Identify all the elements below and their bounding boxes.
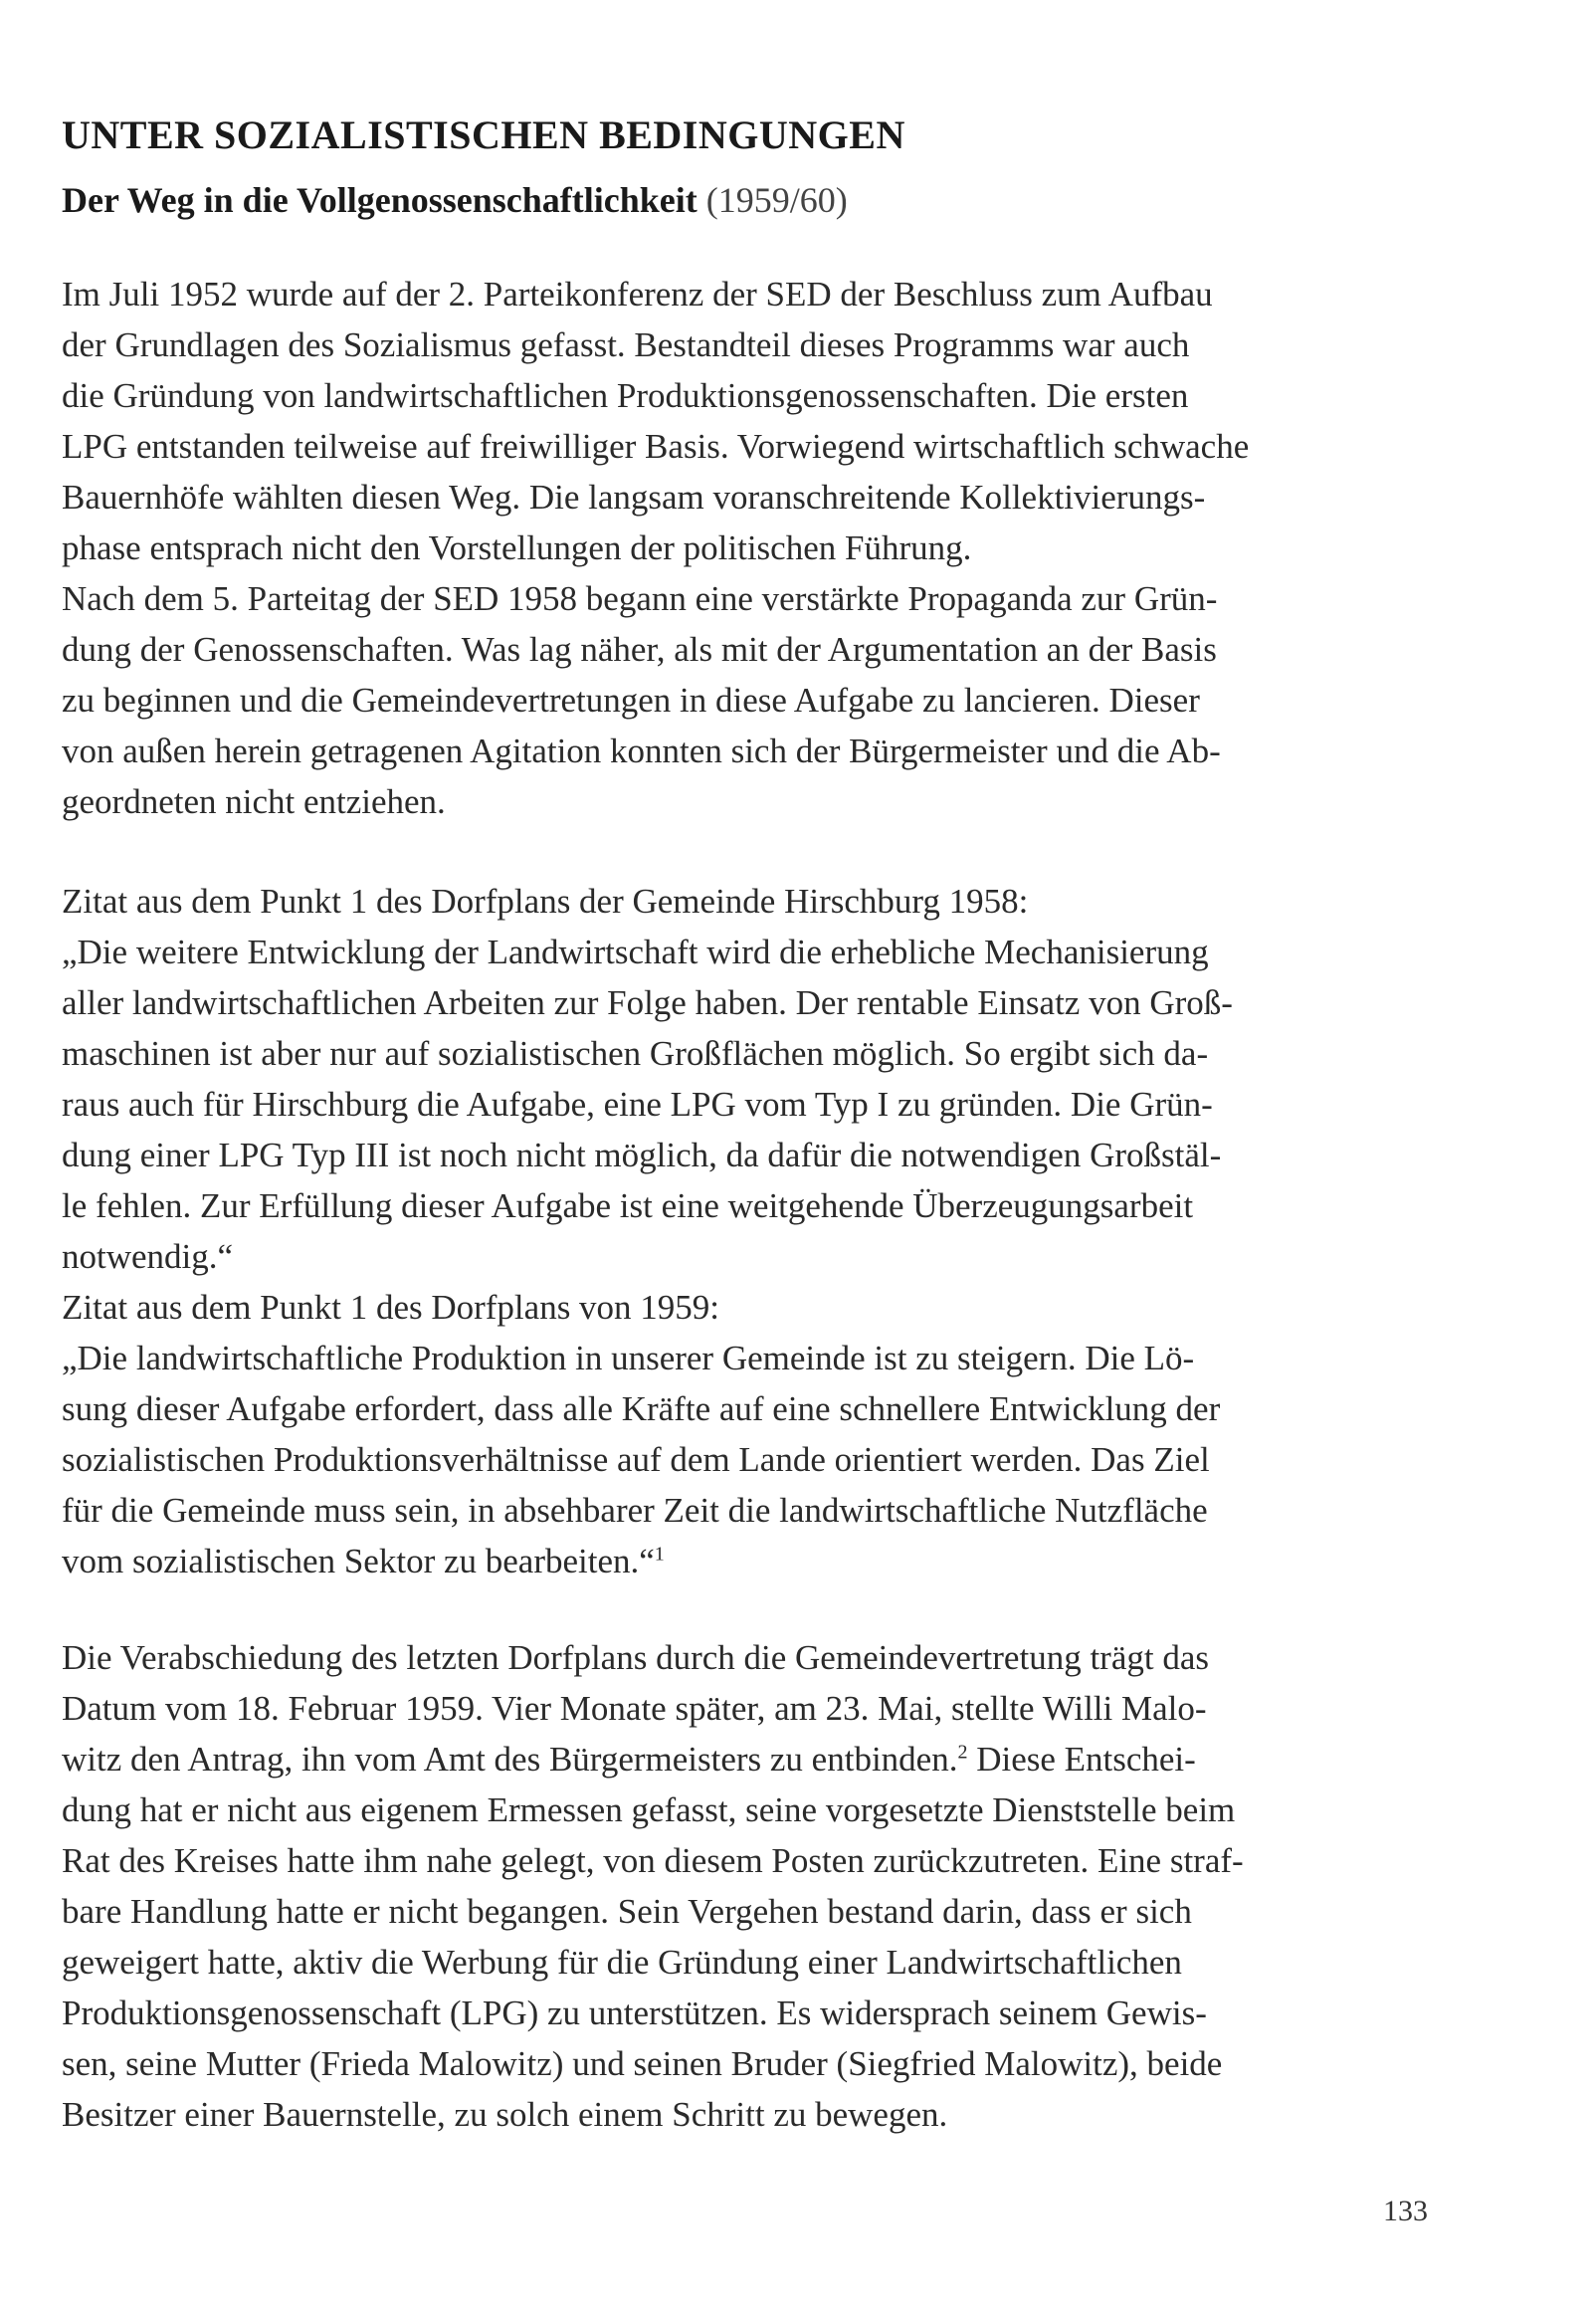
text-line: phase entsprach nicht den Vorstellungen der politischen Führung. (62, 528, 972, 567)
chapter-title: UNTER SOZIALISTISCHEN BEDINGUNGEN (62, 112, 905, 157)
text-line: Datum vom 18. Februar 1959. Vier Monate später, am 23. Mai, stellte Willi Malo- (62, 1689, 1207, 1728)
text-line: „Die landwirtschaftliche Produktion in unserer Gemeinde ist zu steigern. Die Lö- (62, 1339, 1195, 1377)
text-line: geweigert hatte, aktiv die Werbung für die Gründung einer Landwirtschaftlichen (62, 1943, 1182, 1982)
text-line: von außen herein getragenen Agitation konnten sich der Bürgermeister und die Ab- (62, 732, 1221, 770)
text-line: Nach dem 5. Parteitag der SED 1958 begann eine verstärkte Propaganda zur Grün- (62, 579, 1218, 618)
text-line-content: witz den Antrag, ihn vom Amt des Bürgermeisters zu entbinden. (62, 1740, 958, 1779)
text-line: Rat des Kreises hatte ihm nahe gelegt, von diesem Posten zurückzutreten. Eine straf- (62, 1841, 1244, 1880)
text-line: geordneten nicht entziehen. (62, 782, 446, 821)
footnote-marker-2: 2 (957, 1741, 968, 1764)
paragraph-1 (62, 269, 1405, 827)
text-line: Zitat aus dem Punkt 1 des Dorfplans der Gemeinde Hirschburg 1958: (62, 882, 1029, 921)
text-line: maschinen ist aber nur auf sozialistischen Großflächen möglich. So ergibt sich da- (62, 1034, 1209, 1073)
text-line: sozialistischen Produktionsverhältnisse auf dem Lande orientiert werden. Das Ziel (62, 1440, 1210, 1479)
text-line: Zitat aus dem Punkt 1 des Dorfplans von 1959: (62, 1288, 720, 1327)
text-line: le fehlen. Zur Erfüllung dieser Aufgabe ist eine weitgehende Überzeugungsarbeit (62, 1186, 1194, 1225)
text-line: aller landwirtschaftlichen Arbeiten zur Folge haben. Der rentable Einsatz von Groß- (62, 983, 1233, 1022)
footnote-marker-1: 1 (654, 1543, 665, 1566)
subtitle-years: (1959/60) (705, 180, 848, 220)
text-line (62, 1536, 1405, 1586)
paragraph-2-quotes (62, 876, 1405, 1586)
text-line: raus auch für Hirschburg die Aufgabe, eine LPG vom Typ I zu gründen. Die Grün- (62, 1085, 1213, 1124)
text-line: für die Gemeinde muss sein, in absehbarer Zeit die landwirtschaftliche Nutzfläche (62, 1491, 1208, 1530)
text-line: notwendig.“ (62, 1237, 234, 1276)
subtitle-main: Der Weg in die Vollgenossenschaftlichkeit (62, 180, 698, 220)
text-line: Bauernhöfe wählten diesen Weg. Die langsam voranschreitende Kollektivierungs- (62, 478, 1206, 517)
text-line: Besitzer einer Bauernstelle, zu solch einem Schritt zu bewegen. (62, 2095, 948, 2134)
text-line: LPG entstanden teilweise auf freiwilliger Basis. Vorwiegend wirtschaftlich schwache (62, 427, 1250, 466)
text-line (62, 1734, 1405, 1784)
text-line: „Die weitere Entwicklung der Landwirtschaft wird die erhebliche Mechanisierung (62, 933, 1209, 971)
text-line: bare Handlung hatte er nicht begangen. Sein Vergehen bestand darin, dass er sich (62, 1892, 1192, 1931)
text-line: Produktionsgenossenschaft (LPG) zu unterstützen. Es widersprach seinem Gewis- (62, 1994, 1207, 2032)
text-line: dung hat er nicht aus eigenem Ermessen gefasst, seine vorgesetzte Dienststelle beim (62, 1790, 1236, 1829)
text-line: Die Verabschiedung des letzten Dorfplans durch die Gemeindevertretung trägt das (62, 1638, 1209, 1677)
section-subtitle (62, 179, 1405, 221)
text-line: die Gründung von landwirtschaftlichen Produktionsgenossenschaften. Die ersten (62, 376, 1189, 415)
text-line: dung der Genossenschaften. Was lag näher, als mit der Argumentation an der Basis (62, 630, 1217, 669)
text-line: sen, seine Mutter (Frieda Malowitz) und seinen Bruder (Siegfried Malowitz), beide (62, 2044, 1223, 2083)
text-line: zu beginnen und die Gemeindevertretungen in diese Aufgabe zu lancieren. Dieser (62, 681, 1200, 720)
text-line-content: vom sozialistischen Sektor zu bearbeiten.“ (62, 1542, 655, 1580)
text-line: dung einer LPG Typ III ist noch nicht möglich, da dafür die notwendigen Großstäl- (62, 1136, 1222, 1174)
paragraph-3 (62, 1632, 1405, 2140)
text-line-content: Diese Entschei- (976, 1740, 1196, 1779)
text-line: der Grundlagen des Sozialismus gefasst. Bestandteil dieses Programms war auch (62, 325, 1190, 364)
text-line: sung dieser Aufgabe erfordert, dass alle Kräfte auf eine schnellere Entwicklung der (62, 1389, 1221, 1428)
page-number: 133 (1383, 2195, 1428, 2227)
text-line: Im Juli 1952 wurde auf der 2. Parteikonferenz der SED der Beschluss zum Aufbau (62, 275, 1213, 314)
